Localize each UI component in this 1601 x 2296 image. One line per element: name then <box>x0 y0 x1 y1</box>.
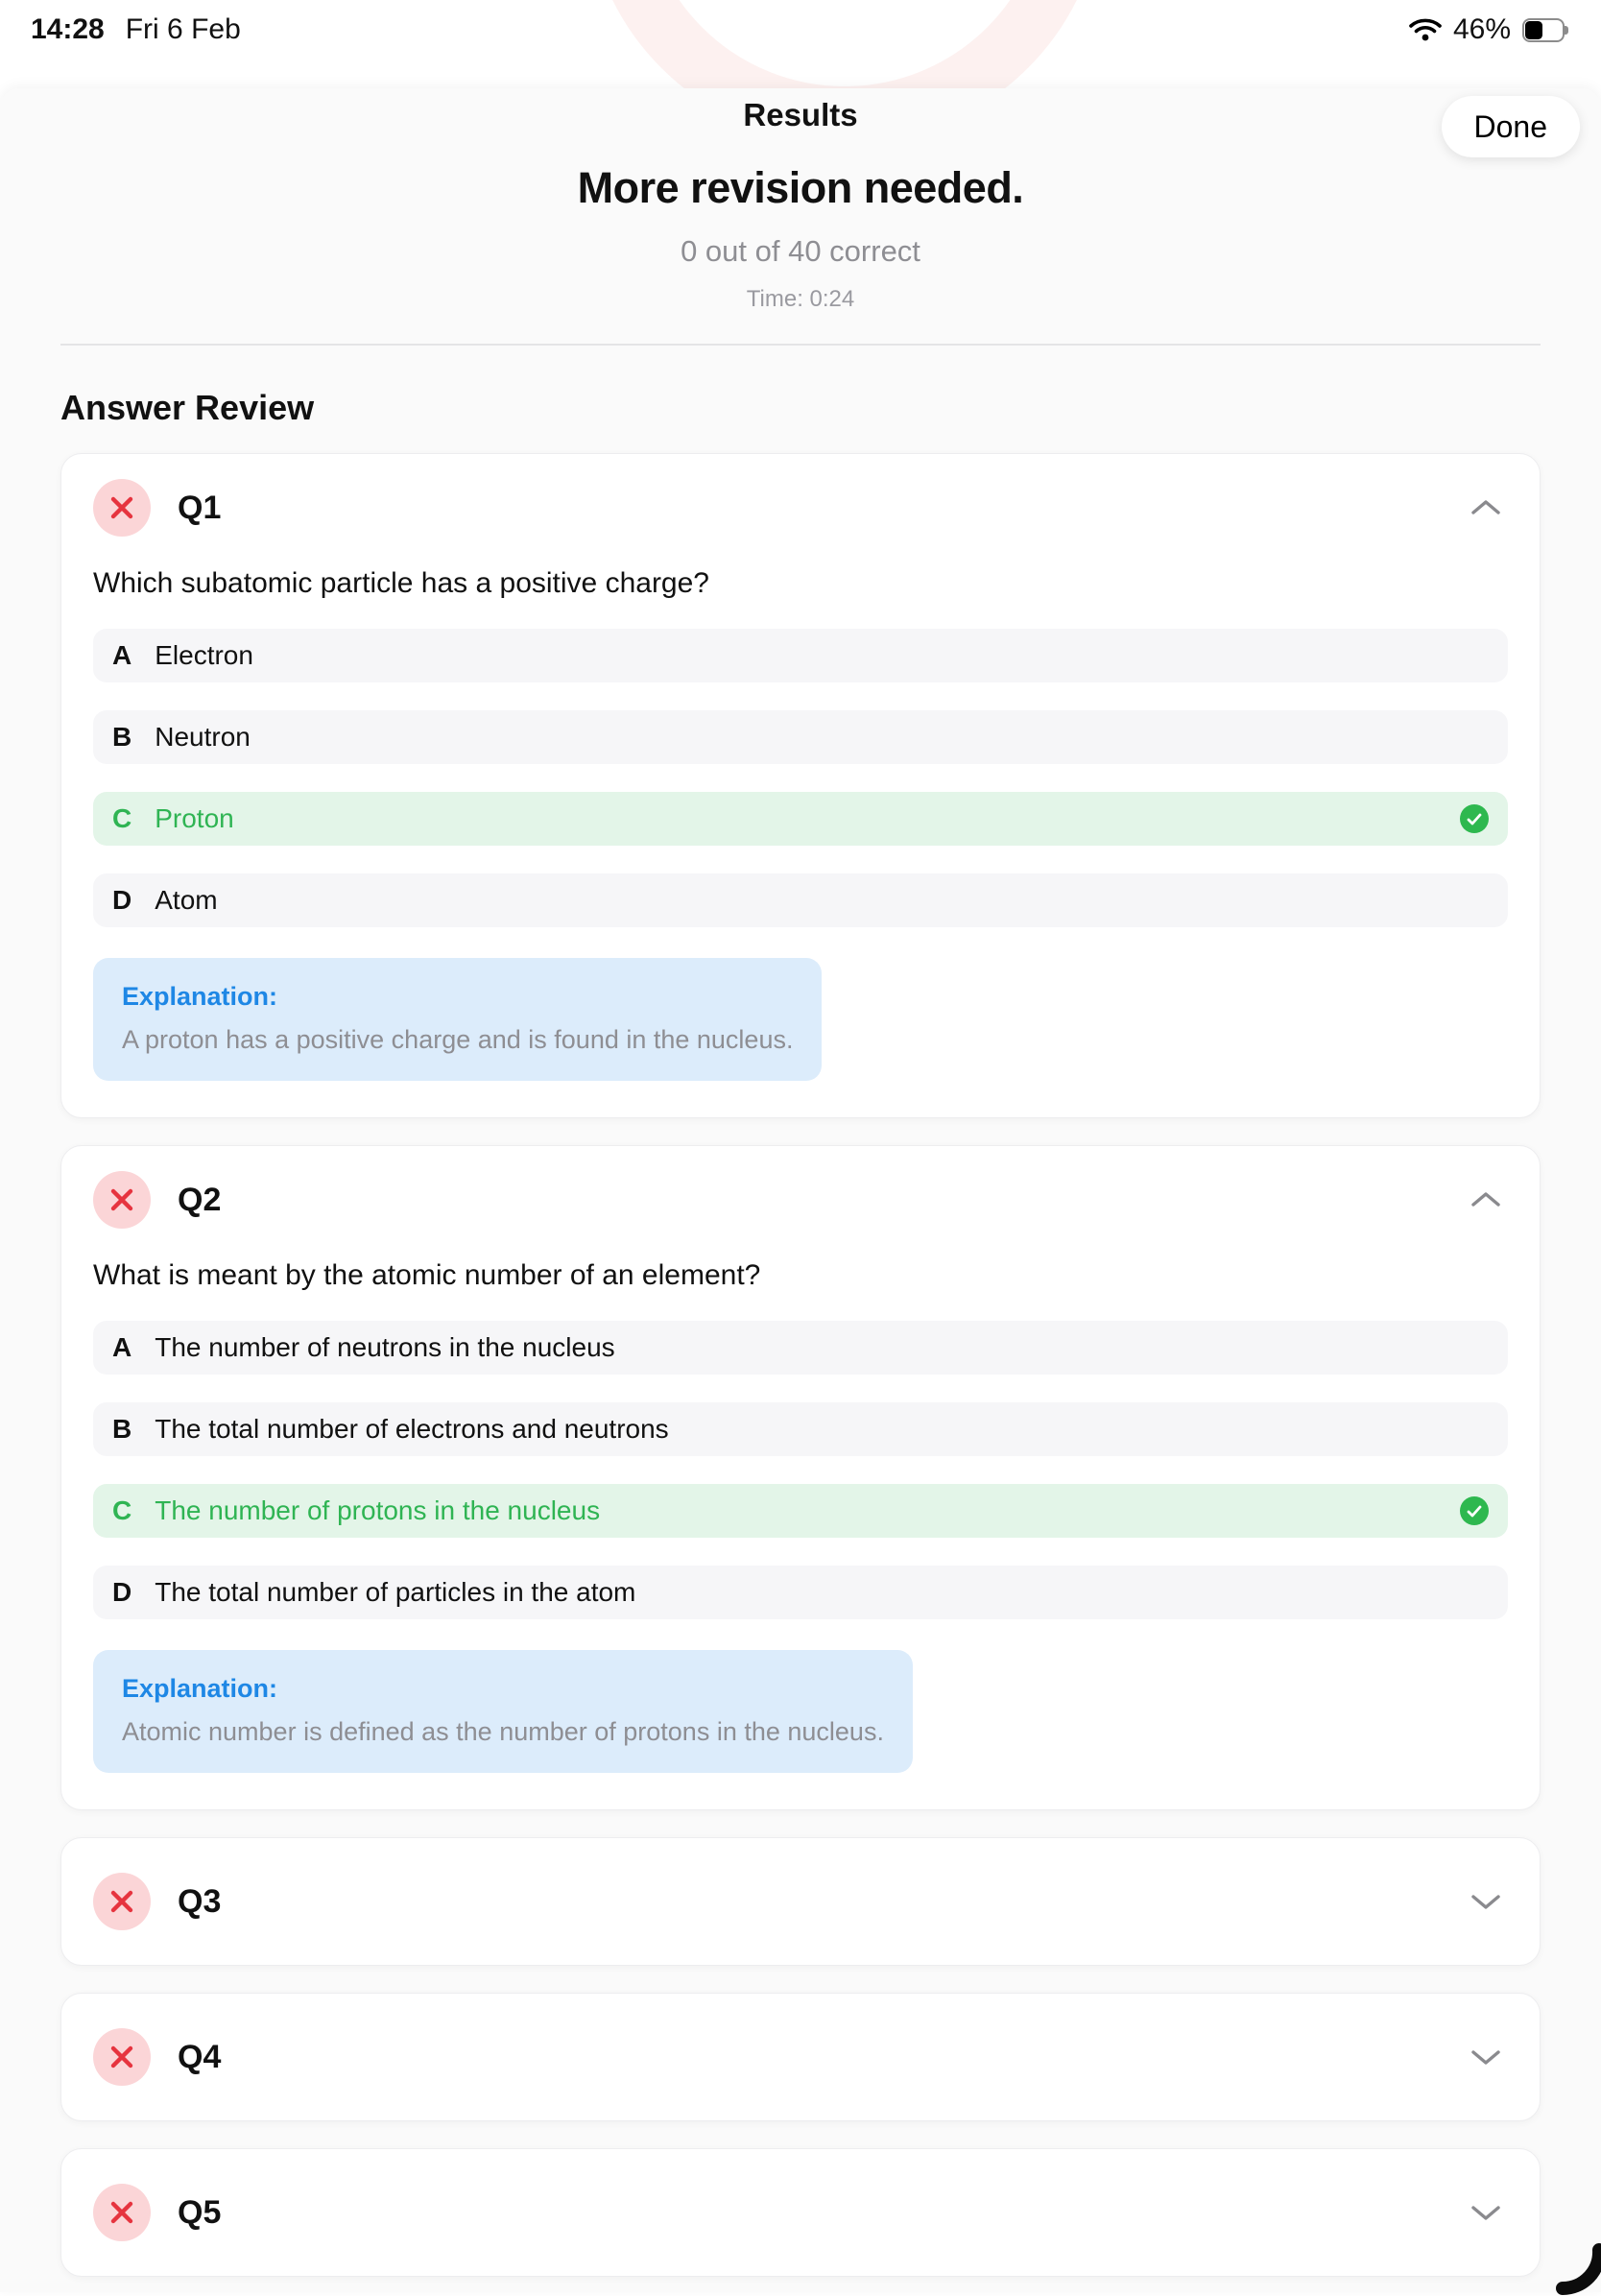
section-divider <box>60 344 1541 346</box>
options-list <box>93 629 1508 927</box>
clock-time: 14:28 <box>31 13 105 45</box>
option-text: Electron <box>155 640 253 670</box>
question-label: Q3 <box>178 1882 222 1920</box>
explanation-box <box>93 1650 913 1773</box>
option-row-correct <box>93 792 1508 846</box>
option-text: Atom <box>155 885 218 915</box>
page-title: Results <box>743 97 858 132</box>
chevron-up-icon <box>1470 497 1502 518</box>
question-header-q3[interactable] <box>93 1873 1508 1930</box>
explanation-label: Explanation: <box>122 982 278 1011</box>
option-letter: C <box>112 803 132 833</box>
incorrect-cross-icon <box>93 479 151 537</box>
option-text: The total number of electrons and neutrons <box>155 1414 669 1444</box>
score-text: 0 out of 40 correct <box>681 234 920 268</box>
time-taken: Time: 0:24 <box>746 286 855 312</box>
question-label: Q4 <box>178 2038 222 2075</box>
question-header-q1[interactable] <box>93 479 1508 537</box>
question-card-q1 <box>60 453 1541 1118</box>
battery-percentage: 46% <box>1452 13 1511 45</box>
question-card-q5 <box>60 2148 1541 2277</box>
option-letter: A <box>112 1332 132 1362</box>
navigation-bar <box>0 88 1601 142</box>
option-letter: A <box>112 640 132 670</box>
wifi-icon <box>1409 17 1442 42</box>
option-letter: D <box>112 885 132 915</box>
chevron-down-icon <box>1470 1891 1502 1912</box>
check-icon <box>1460 804 1489 833</box>
score-summary <box>0 163 1601 313</box>
answer-review-heading: Answer Review <box>60 388 315 427</box>
option-row <box>93 1402 1508 1456</box>
option-row <box>93 710 1508 764</box>
question-header-q5[interactable] <box>93 2184 1508 2241</box>
question-card-list <box>60 453 1541 2277</box>
result-headline: More revision needed. <box>577 163 1024 212</box>
options-list <box>93 1321 1508 1619</box>
option-row <box>93 1566 1508 1619</box>
question-header-q4[interactable] <box>93 2028 1508 2086</box>
explanation-text: A proton has a positive charge and is found in the nucleus. <box>122 1025 794 1054</box>
incorrect-cross-icon <box>93 1171 151 1229</box>
check-icon <box>1460 1496 1489 1525</box>
chevron-down-icon <box>1470 2046 1502 2068</box>
done-button[interactable]: Done <box>1442 96 1581 157</box>
status-bar <box>0 0 1601 60</box>
chevron-down-icon <box>1470 2202 1502 2223</box>
option-row <box>93 1321 1508 1375</box>
explanation-label: Explanation: <box>122 1674 278 1703</box>
question-label: Q1 <box>178 489 222 526</box>
incorrect-cross-icon <box>93 2184 151 2241</box>
option-row <box>93 873 1508 927</box>
explanation-text: Atomic number is defined as the number of protons in the nucleus. <box>122 1717 884 1746</box>
chevron-up-icon <box>1470 1189 1502 1210</box>
incorrect-cross-icon <box>93 1873 151 1930</box>
question-card-q3 <box>60 1837 1541 1966</box>
option-text: The number of protons in the nucleus <box>155 1495 601 1525</box>
option-row <box>93 629 1508 682</box>
option-row-correct <box>93 1484 1508 1538</box>
option-text: Neutron <box>155 722 251 752</box>
ink-stroke-mark <box>1530 2233 1601 2296</box>
question-header-q2[interactable] <box>93 1171 1508 1229</box>
question-text: Which subatomic particle has a positive charge? <box>93 567 709 599</box>
option-letter: C <box>112 1495 132 1525</box>
incorrect-cross-icon <box>93 2028 151 2086</box>
question-text: What is meant by the atomic number of an element? <box>93 1259 761 1291</box>
explanation-box <box>93 958 822 1081</box>
question-label: Q5 <box>178 2193 222 2231</box>
question-card-q2 <box>60 1145 1541 1810</box>
option-text: The total number of particles in the atom <box>155 1577 636 1607</box>
results-sheet <box>0 88 1601 2292</box>
option-text: Proton <box>155 803 234 833</box>
option-letter: B <box>112 722 132 752</box>
option-text: The number of neutrons in the nucleus <box>155 1332 615 1362</box>
battery-icon <box>1522 18 1570 42</box>
question-label: Q2 <box>178 1181 222 1218</box>
option-letter: B <box>112 1414 132 1444</box>
option-letter: D <box>112 1577 132 1607</box>
clock-date: Fri 6 Feb <box>125 13 241 45</box>
question-card-q4 <box>60 1993 1541 2121</box>
